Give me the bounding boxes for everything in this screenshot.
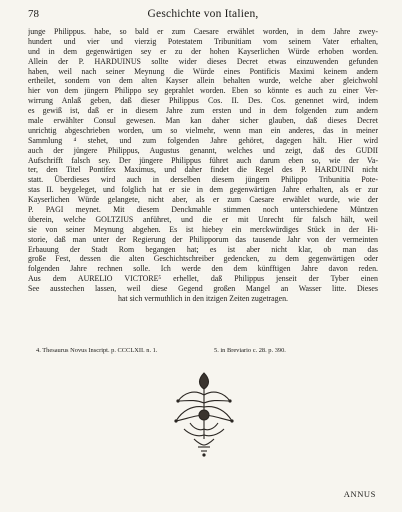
- text-line: haben, weil nach seiner Meynung die Würde eines Pontificis Maximi keinem andern: [28, 66, 378, 76]
- page-number: 78: [28, 8, 39, 20]
- text-line: statt. Überdieses wird auch in derselben diesem jüngern Philippo Tribunitia Pote-: [28, 175, 378, 185]
- text-line: junge Philippus. habe, so bald er zum Caesare erwählet worden, in dem Jahre zwey-: [28, 27, 378, 36]
- text-line: sie von seiner Meynung abgehen. Es ist hiebey ein merckwürdiges Stück in der Hi-: [28, 224, 378, 234]
- text-line: große Fest, dessen die alten Geschichtschreiber gedencken, zu dem gegenwärtigen oder: [28, 254, 378, 264]
- text-line: Aufschrifft falsch sey. Der jüngere Philippus führet auch darum eben so, wie der Va-: [28, 155, 378, 165]
- text-line: und in dem gegenwärtigen sey er zu der hohen Kayserlichen Würde erhoben worden.: [28, 46, 378, 56]
- floral-vignette-icon: [168, 369, 240, 459]
- text-line: Sammlung ⁴ stehet, und zum folgenden Jahre gehöret, dagegen hält. Hier wird: [28, 135, 378, 145]
- text-line: auch der jüngere Philippus, Augustus genannt, welches und zeigt, daß des GUDII: [28, 145, 378, 155]
- text-line: Aus dem AURELIO VICTORE⁵ erhellet, daß Philippus jenseit der Tyber einen: [28, 274, 378, 284]
- text-line: ertheilet, sondern von dem alten Kayser allein behalten wurde, welche aber gleichwohl: [28, 76, 378, 86]
- catchword: ANNUS: [343, 489, 376, 499]
- text-line: unrichtig abgeschrieben worden, um so vielmehr, wenn man ein anderes, das in meiner: [28, 125, 378, 135]
- text-line: es gewiß ist, daß er in diesem Jahre zum ersten und in dem folgenden zum andern: [28, 106, 378, 116]
- text-line: Erbauung der Stadt Rom begangen hat; es ist aber nicht klar, ob man das: [28, 244, 378, 254]
- text-line: hundert und vier und vierzig Potestatem Tribunitiam vom seinem Vater erhalten,: [28, 36, 378, 46]
- text-line: stas II. beygeleget, und folglich hat er sie in dem gegenwärtigen Jahre erhalten, als er zur: [28, 185, 378, 195]
- text-line-last: hat sich vermuthlich in den itzigen Zeiten zugetragen.: [117, 294, 289, 304]
- text-line: Allein der P. HARDUINUS sollte wider dieses Decret etwas einzuwenden gefunden: [28, 56, 378, 66]
- footnotes: [36, 347, 376, 357]
- footnote-4: 4. Thesaurus Novus Inscript. p. CCCLXII. n. 1.: [36, 347, 158, 354]
- page-header: [28, 8, 378, 24]
- text-line: See ausstechen lassen, weil diese Gegend großen Mangel an Wasser litte. Dieses: [28, 284, 378, 294]
- body-text: [28, 27, 378, 304]
- text-line: wirrung Anlaß geben, daß dieser Philippus Cos. II. Des. Cos. genennet wird, indem: [28, 96, 378, 106]
- text-line: storie, daß man unter der Regierung der Philipporum das tausende Jahr von der vermeinten: [28, 234, 378, 244]
- text-line: überein, welche GOLTZIUS anführet, und die er mit Unrecht für falsch hält, weil: [28, 214, 378, 224]
- text-line: P. PAGI meynet. Mit diesem Denckmahle stimmen noch unterschiedene Müntzen: [28, 205, 378, 215]
- text-line: folgenden Jahre rechnen solle. Ich werde den dem künfftigen Jahre davon reden.: [28, 264, 378, 274]
- text-line: ter, den Titel Pontifex Maximus, und daher findet die Regel des P. HARDUINI nicht: [28, 165, 378, 175]
- text-line: male erwählter Consul gewesen. Man kan daher sicher glauben, daß dieses Decret: [28, 116, 378, 126]
- text-line: hier von dem jüngern Philippo sey geprahlet worden. Eben so könnte es auch zu einer Ver-: [28, 86, 378, 96]
- footnote-5: 5. in Breviario c. 28. p. 390.: [214, 347, 286, 354]
- text-line: Kayserlichen Würde gelangete, nicht aber, als er zum Caesare erwählet wurde, wie der: [28, 195, 378, 205]
- running-title: Geschichte von Italien,: [147, 8, 259, 20]
